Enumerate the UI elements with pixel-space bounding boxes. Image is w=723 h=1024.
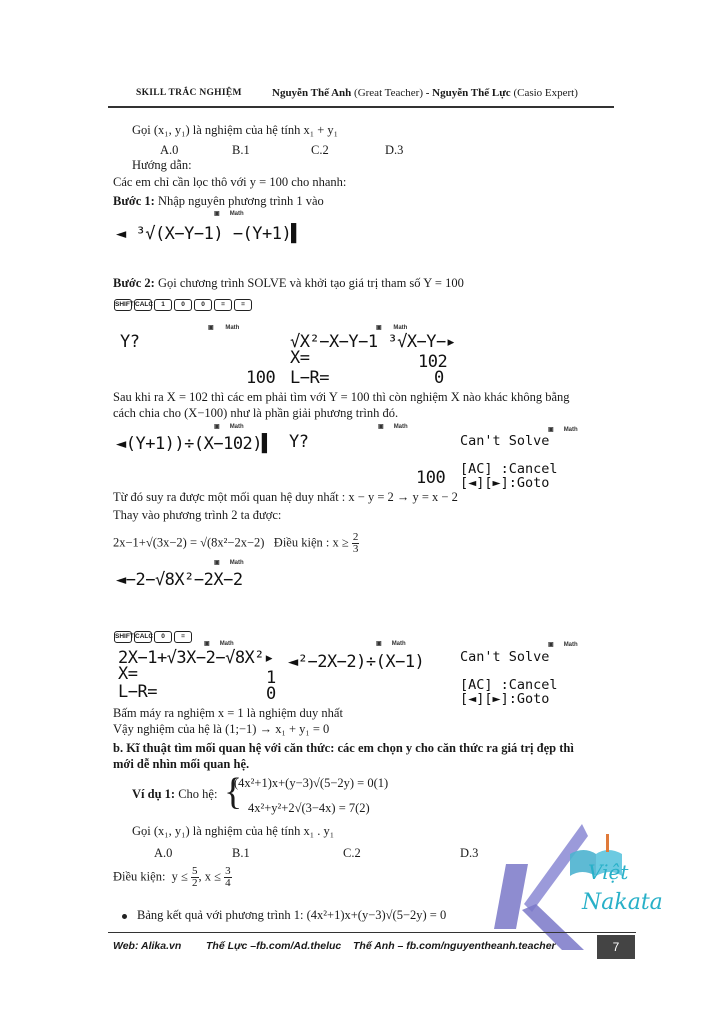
step2 xyxy=(113,276,464,291)
q2-cond-y: y ≤ xyxy=(171,869,188,884)
calc-screen-3-lr-value: 0 xyxy=(434,368,444,388)
step2-text: Gọi chương trình SOLVE và khởi tạo giá trị tham số Y = 100 xyxy=(157,276,464,290)
conclusion-line: Vậy nghiệm của hệ là (1;−1) → x₁ + y₁ = 0 xyxy=(113,722,330,736)
calc-indicator-1: ▣ Math xyxy=(214,211,244,217)
q2-condition-label: Điều kiện: xyxy=(113,869,166,884)
q2-prompt: Gọi (x₁, y₁) là nghiệm của hệ tính x₁ . y₁ xyxy=(132,824,335,838)
q1-option-a: A.0 xyxy=(160,143,179,157)
step1-text: Nhập nguyên phương trình 1 vào xyxy=(157,194,324,208)
calc-screen-2-value: 100 xyxy=(246,368,276,388)
q1-option-c: C.2 xyxy=(311,143,329,157)
after-solve-line2: cách chia cho (X−100) như là phần giải phương trình đó. xyxy=(113,406,399,420)
header-left: SKILL TRẮC NGHIỆM xyxy=(136,88,242,98)
calc-screen-10-message: Can't Solve xyxy=(460,649,550,665)
step1 xyxy=(113,194,324,209)
relation-line: Từ đó suy ra được một mối quan hệ duy nhất : x − y = 2 → y = x − 2 xyxy=(113,490,458,504)
unique-root-line: Bấm máy ra nghiệm x = 1 là nghiệm duy nhất xyxy=(113,706,343,720)
key-calc: CALC xyxy=(134,631,152,643)
author-luc-role: (Casio Expert) xyxy=(513,87,578,99)
calc-screen-8-lr: L−R= xyxy=(118,682,157,702)
calc-indicator-8: ▣ Math xyxy=(204,641,234,647)
q2-option-a: A.0 xyxy=(154,846,173,860)
key-sequence-2 xyxy=(114,625,194,643)
key-0: 0 xyxy=(174,299,192,311)
header-rule xyxy=(108,106,614,108)
header-authors xyxy=(272,87,578,99)
q1-prompt: Gọi (x₁, y₁) là nghiệm của hệ tính x₁ + y₁ xyxy=(132,123,339,137)
key-shift: SHIFT xyxy=(114,299,132,311)
calc-screen-6-cancel: [AC] :Cancel xyxy=(460,461,558,477)
candle-icon xyxy=(606,834,609,852)
eq2: 2x−1+√(3x−2) = √(8x²−2x−2) xyxy=(113,535,265,550)
system-eq-1: (4x²+1)x+(y−3)√(5−2y) = 0(1) xyxy=(234,776,389,790)
calc-screen-8-x: X= xyxy=(118,664,138,684)
substitute-line: Thay vào phương trình 2 ta được: xyxy=(113,508,282,522)
calc-screen-8-expression: 2X−1+√3X−2−√8X²▸ xyxy=(118,648,274,668)
q1-guide: Hướng dẫn: xyxy=(132,158,192,172)
author-anh: Nguyễn Thế Anh xyxy=(272,87,352,99)
calc-indicator-3: ▣ Math xyxy=(376,325,408,331)
logo-k-stem xyxy=(494,864,528,929)
key-0: 0 xyxy=(194,299,212,311)
calc-indicator-10: ▣ Math xyxy=(548,642,578,648)
footer-rule xyxy=(108,932,636,933)
example-text: Cho hệ: xyxy=(178,787,218,801)
key-sequence-1 xyxy=(114,293,254,311)
calc-indicator-4: ▣ Math xyxy=(214,424,244,430)
q2-option-b: B.1 xyxy=(232,846,250,860)
calc-screen-2-prompt: Y? xyxy=(120,332,140,352)
calc-screen-3-expression: √X²−X−Y−1 ³√X−Y−▸ xyxy=(290,332,456,352)
key-equals: = xyxy=(234,299,252,311)
results-bullet-text: Bảng kết quả với phương trình 1: (4x²+1)x+(y−3)√(5−2y) = 0 xyxy=(137,908,447,922)
author-sep: - xyxy=(425,87,430,99)
results-bullet xyxy=(122,908,446,923)
footer-web: Web: Alika.vn xyxy=(113,940,182,952)
calc-screen-6-goto: [◄][►]:Goto xyxy=(460,475,550,491)
calc-screen-5-value: 100 xyxy=(416,468,446,488)
example-label: Ví dụ 1: xyxy=(132,787,176,801)
calc-indicator-5: ▣ Math xyxy=(378,424,408,430)
calc-screen-8-x-value: 1 xyxy=(266,668,276,688)
example-1 xyxy=(132,787,217,802)
calc-screen-8-lr-value: 0 xyxy=(266,684,276,704)
calc-screen-3-lr: L−R= xyxy=(290,368,329,388)
eq2-line xyxy=(113,532,359,555)
calc-indicator-6: ▣ Math xyxy=(548,427,578,433)
author-luc: Nguyễn Thế Lực xyxy=(432,87,511,99)
condition-fraction: $\frac{2}{3}$ xyxy=(352,531,359,555)
calc-indicator-2: ▣ Math xyxy=(208,325,240,331)
calc-screen-1-expression: ◄ ³√(X−Y−1) −(Y+1)▌ xyxy=(116,224,301,244)
step2-label: Bước 2: xyxy=(113,276,155,290)
key-0: 0 xyxy=(154,631,172,643)
calc-screen-10-cancel: [AC] :Cancel xyxy=(460,677,558,693)
q1-option-b: B.1 xyxy=(232,143,250,157)
system-eq-2: 4x²+y²+2√(3−4x) = 7(2) xyxy=(248,801,370,815)
calc-screen-4-expression: ◄(Y+1))÷(X−102)▌ xyxy=(116,434,272,454)
key-equals: = xyxy=(174,631,192,643)
key-calc: CALC xyxy=(134,299,152,311)
footer-anh: Thế Anh – fb.com/nguyentheanh.teacher xyxy=(353,940,556,952)
q2-cond-x-fraction: $\frac{3}{4}$ xyxy=(225,865,231,889)
calc-indicator-7: ▣ Math xyxy=(214,560,244,566)
calc-screen-10-goto: [◄][►]:Goto xyxy=(460,691,550,707)
calc-screen-3-x-value: 102 xyxy=(418,352,448,372)
q2-cond-x: , x ≤ xyxy=(198,869,222,884)
calc-indicator-9: ▣ Math xyxy=(376,641,406,647)
footer-luc: Thế Lực –fb.com/Ad.theluc xyxy=(206,940,342,952)
key-equals: = xyxy=(214,299,232,311)
logo-text-nakata: Nakata xyxy=(582,890,663,915)
q1-intro: Các em chỉ cần lọc thô với y = 100 cho nhanh: xyxy=(113,175,347,189)
calc-screen-6-message: Can't Solve xyxy=(460,433,550,449)
calc-screen-7-expression: ◄−2−√8X²−2X−2 xyxy=(116,570,243,590)
bullet-icon xyxy=(122,914,127,919)
q2-option-c: C.2 xyxy=(343,846,361,860)
step1-label: Bước 1: xyxy=(113,194,155,208)
section-b-title-2: mới dễ nhìn mối quan hệ. xyxy=(113,757,250,771)
calc-screen-5-prompt: Y? xyxy=(289,432,309,452)
q2-cond-y-fraction: $\frac{5}{2}$ xyxy=(192,865,198,889)
q1-option-d: D.3 xyxy=(385,143,404,157)
system-brace: { xyxy=(224,771,243,813)
key-shift: SHIFT xyxy=(114,631,132,643)
q2-option-d: D.3 xyxy=(460,846,479,860)
section-b-title: b. Kĩ thuật tìm mối quan hệ với căn thức: các em chọn y cho căn thức ra giá trị đẹp thì xyxy=(113,741,574,755)
page-number: 7 xyxy=(597,935,635,959)
q2-condition xyxy=(113,866,232,889)
key-1: 1 xyxy=(154,299,172,311)
after-solve-line1: Sau khi ra X = 102 thì các em phải tìm với Y = 100 thì còn nghiệm X nào khác không bằng xyxy=(113,390,570,404)
calc-screen-3-x: X= xyxy=(290,348,310,368)
condition-label: Điều kiện : x ≥ xyxy=(273,535,349,550)
author-anh-role: (Great Teacher) xyxy=(354,87,423,99)
calc-screen-9-expression: ◄²−2X−2)÷(X−1) xyxy=(288,652,425,672)
logo-text-viet: Việt xyxy=(588,860,629,884)
